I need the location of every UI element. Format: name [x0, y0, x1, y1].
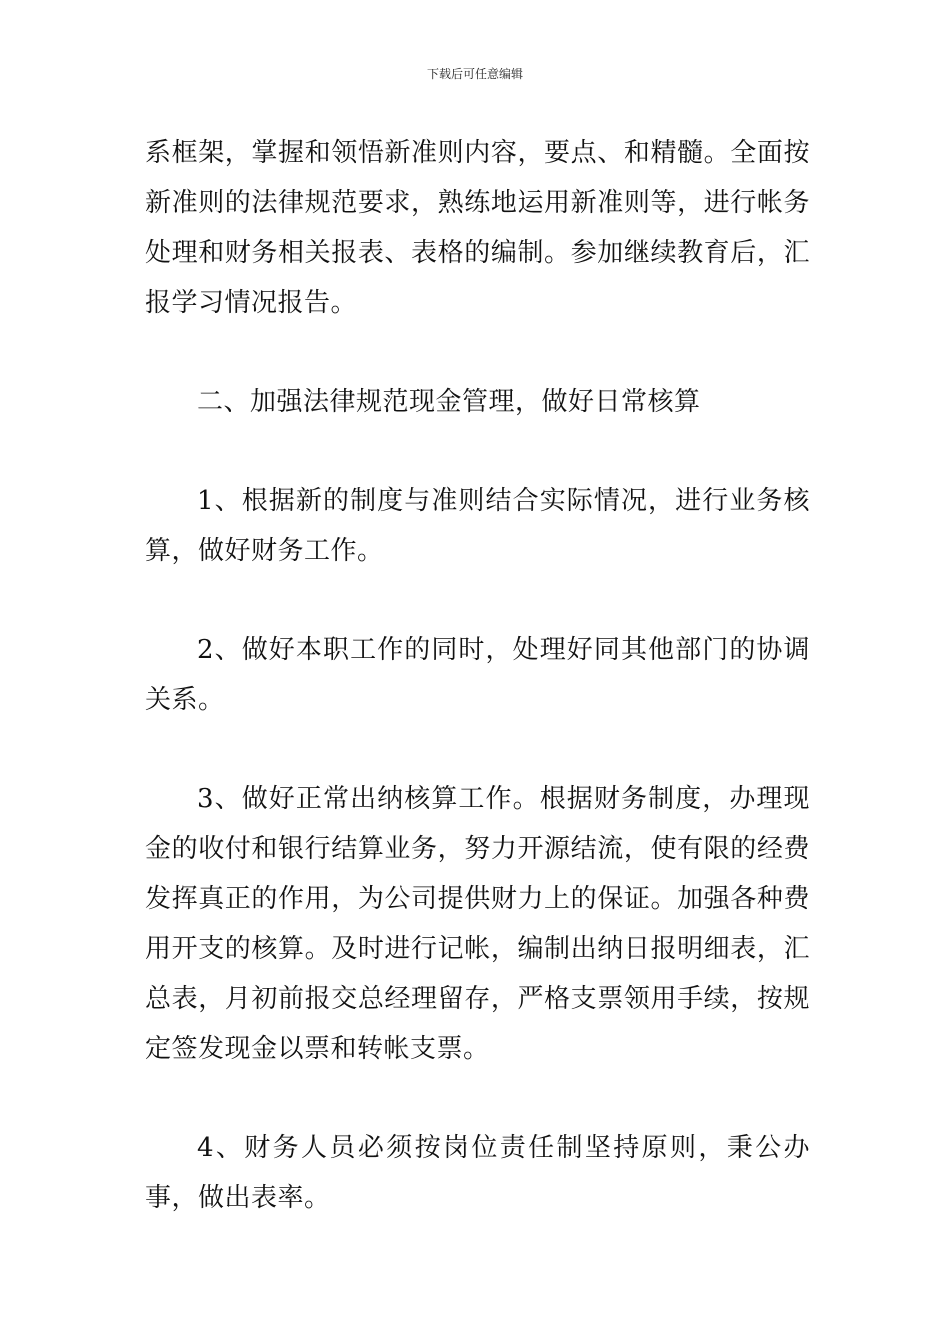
paragraph-gap: [145, 1074, 810, 1123]
paragraph-gap: [145, 328, 810, 377]
paragraph-continuation: 系框架，掌握和领悟新准则内容，要点、和精髓。全面按新准则的法律规范要求，熟练地运用新准则等，进行帐务处理和财务相关报表、表格的编制。参加继续教育后，汇报学习情况报告。: [145, 138, 810, 318]
document-body: [145, 128, 810, 1223]
paragraph-gap: [145, 725, 810, 774]
list-item-1: 1、根据新的制度与准则结合实际情况，进行业务核算，做好财务工作。: [145, 486, 810, 566]
list-item-2: 2、做好本职工作的同时，处理好同其他部门的协调关系。: [145, 635, 810, 715]
page-header: 下载后可任意编辑: [426, 67, 523, 81]
list-item-4: 4、财务人员必须按岗位责任制坚持原则，秉公办事，做出表率。: [145, 1133, 810, 1213]
paragraph-gap: [145, 576, 810, 625]
section-heading-2: 二、加强法律规范现金管理，做好日常核算: [197, 387, 701, 417]
paragraph-gap: [145, 427, 810, 476]
list-item-3: 3、做好正常出纳核算工作。根据财务制度，办理现金的收付和银行结算业务，努力开源结流，使有限的经费发挥真正的作用，为公司提供财力上的保证。加强各种费用开支的核算。及时进行记帐，编制出纳日报明细表，汇总表，月初前报交总经理留存，严格支票领用手续，按规定签发现金以票和转帐支票。: [145, 784, 810, 1064]
